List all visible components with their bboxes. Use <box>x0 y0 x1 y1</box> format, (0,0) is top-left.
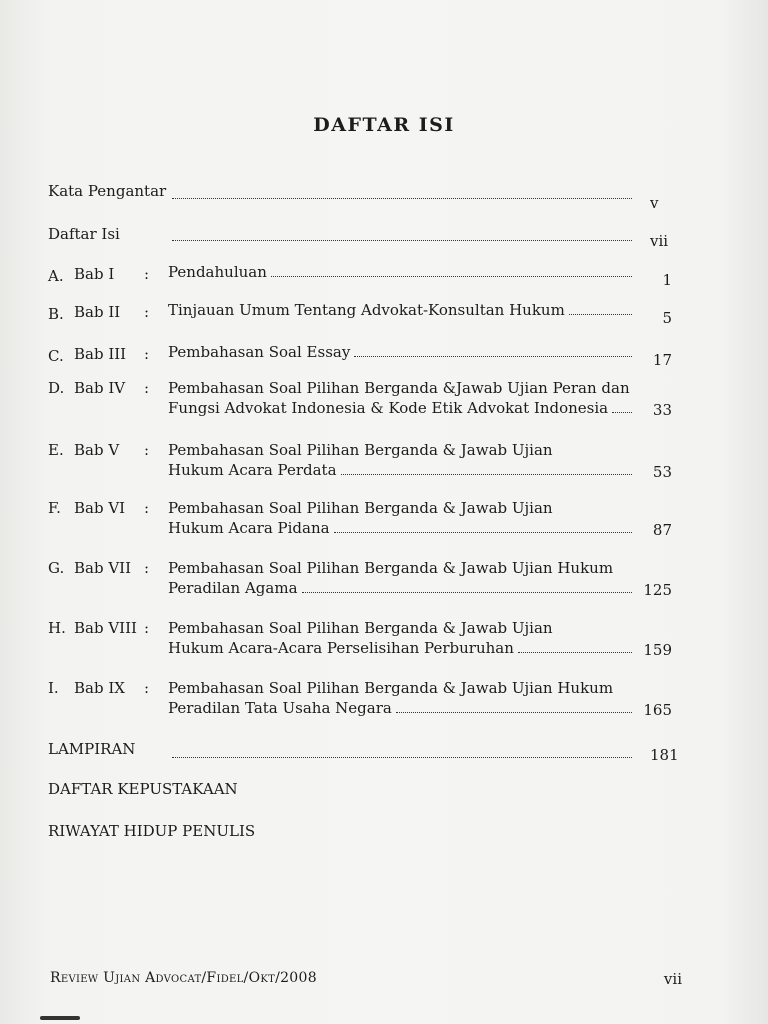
page-edge-mark <box>40 1016 80 1020</box>
chapter-title-line-2 <box>168 518 636 538</box>
entry-label: Daftar Isi <box>48 225 120 243</box>
leader-dots <box>271 276 632 277</box>
chapter-bab-label: Bab I <box>74 265 115 283</box>
chapter-title-line-2 <box>168 398 636 418</box>
chapter-title <box>168 262 636 282</box>
chapter-colon: : <box>144 345 150 363</box>
chapter-title-line-2 <box>168 638 636 658</box>
leader-dots <box>569 314 632 315</box>
chapter-page-number: 33 <box>652 401 672 419</box>
chapter-bab-label: Bab VIII <box>74 619 137 637</box>
chapter-letter: B. <box>48 305 64 323</box>
chapter-letter: E. <box>48 441 64 459</box>
toc-chapter-row <box>48 440 688 484</box>
chapter-bab-label: Bab II <box>74 303 121 321</box>
chapter-title-line-2 <box>168 342 636 362</box>
leader-dots <box>172 240 632 241</box>
chapter-title-text: Pendahuluan <box>168 263 267 281</box>
entry-page: v <box>650 194 659 212</box>
toc-chapter-row <box>48 618 688 662</box>
chapter-letter: D. <box>48 379 65 397</box>
chapter-title-text: Peradilan Tata Usaha Negara <box>168 699 392 717</box>
chapter-title <box>168 342 636 362</box>
chapter-title <box>168 440 636 480</box>
leader-dots <box>612 412 632 413</box>
chapter-bab-label: Bab IV <box>74 379 126 397</box>
chapter-letter: C. <box>48 347 64 365</box>
chapter-bab-label: Bab V <box>74 441 120 459</box>
toc-entry-kata-pengantar <box>48 182 166 200</box>
chapter-page-number: 5 <box>662 309 672 327</box>
chapter-letter: H. <box>48 619 66 637</box>
leader-dots <box>354 356 632 357</box>
chapter-bab-label: Bab III <box>74 345 127 363</box>
footer-page-number: vii <box>663 970 682 988</box>
chapter-title-text: Peradilan Agama <box>168 579 298 597</box>
chapter-title-line-2 <box>168 578 636 598</box>
entry-page: 181 <box>650 746 679 764</box>
toc-entry-daftar-kepustakaan: DAFTAR KEPUSTAKAAN <box>48 780 238 798</box>
chapter-page-number: 53 <box>652 463 672 481</box>
chapter-title-text: Hukum Acara Pidana <box>168 519 330 537</box>
chapter-title-line-1: Pembahasan Soal Pilihan Berganda &Jawab Ujian Peran dan <box>168 379 630 397</box>
leader-dots <box>172 198 632 199</box>
chapter-colon: : <box>144 379 150 397</box>
chapter-colon: : <box>144 619 150 637</box>
chapter-colon: : <box>144 441 150 459</box>
toc-chapter-row <box>48 378 688 422</box>
chapter-page-number: 1 <box>662 271 672 289</box>
toc-chapter-row <box>48 558 688 602</box>
chapter-title-line-1: Pembahasan Soal Pilihan Berganda & Jawab Ujian <box>168 499 553 517</box>
entry-page: vii <box>650 232 669 250</box>
chapter-letter: F. <box>48 499 61 517</box>
chapter-title <box>168 300 636 320</box>
chapter-title <box>168 558 636 598</box>
toc-chapter-row <box>48 298 688 342</box>
chapter-title-line-1: Pembahasan Soal Pilihan Berganda & Jawab Ujian <box>168 619 553 637</box>
chapter-title-line-2 <box>168 698 636 718</box>
toc-entry-lampiran: LAMPIRAN <box>48 740 136 758</box>
leader-dots <box>518 652 632 653</box>
chapter-title-text: Tinjauan Umum Tentang Advokat-Konsultan Hukum <box>168 301 565 319</box>
leader-dots <box>334 532 632 533</box>
chapter-title-line-1: Pembahasan Soal Pilihan Berganda & Jawab Ujian <box>168 441 553 459</box>
leader-dots <box>172 757 632 758</box>
chapter-bab-label: Bab VI <box>74 499 126 517</box>
chapter-bab-label: Bab VII <box>74 559 132 577</box>
chapter-colon: : <box>144 679 150 697</box>
chapter-title <box>168 378 636 418</box>
chapter-colon: : <box>144 559 150 577</box>
chapter-colon: : <box>144 499 150 517</box>
chapter-title-line-2 <box>168 460 636 480</box>
entry-label: Kata Pengantar <box>48 182 167 200</box>
chapter-title-line-2 <box>168 262 636 282</box>
chapter-title-line-1: Pembahasan Soal Pilihan Berganda & Jawab Ujian Hukum <box>168 559 614 577</box>
chapter-bab-label: Bab IX <box>74 679 125 697</box>
chapter-title <box>168 618 636 658</box>
chapter-letter: I. <box>48 679 59 697</box>
chapter-page-number: 165 <box>643 701 672 719</box>
chapter-page-number: 159 <box>643 641 672 659</box>
leader-dots <box>396 712 632 713</box>
chapter-page-number: 17 <box>652 351 672 369</box>
page-title: DAFTAR ISI <box>313 114 455 136</box>
chapter-title <box>168 498 636 538</box>
chapter-title <box>168 678 636 718</box>
chapter-title-text: Fungsi Advokat Indonesia & Kode Etik Advokat Indonesia <box>168 399 609 417</box>
chapter-colon: : <box>144 303 150 321</box>
running-footer: Review Ujian Advocat/Fidel/Okt/2008 <box>50 970 317 986</box>
chapter-title-line-1: Pembahasan Soal Pilihan Berganda & Jawab Ujian Hukum <box>168 679 614 697</box>
toc-entry-riwayat-hidup: RIWAYAT HIDUP PENULIS <box>48 822 256 840</box>
leader-dots <box>341 474 632 475</box>
toc-entry-daftar-isi <box>48 225 120 243</box>
chapter-title-text: Hukum Acara-Acara Perselisihan Perburuhan <box>168 639 514 657</box>
chapter-title-text: Pembahasan Soal Essay <box>168 343 351 361</box>
chapter-colon: : <box>144 265 150 283</box>
chapter-title-text: Hukum Acara Perdata <box>168 461 337 479</box>
chapter-letter: G. <box>48 559 65 577</box>
chapter-page-number: 87 <box>652 521 672 539</box>
chapter-letter: A. <box>48 267 64 285</box>
chapter-title-line-2 <box>168 300 636 320</box>
chapter-page-number: 125 <box>643 581 672 599</box>
toc-chapter-row <box>48 498 688 542</box>
leader-dots <box>302 592 632 593</box>
toc-chapter-row <box>48 678 688 722</box>
